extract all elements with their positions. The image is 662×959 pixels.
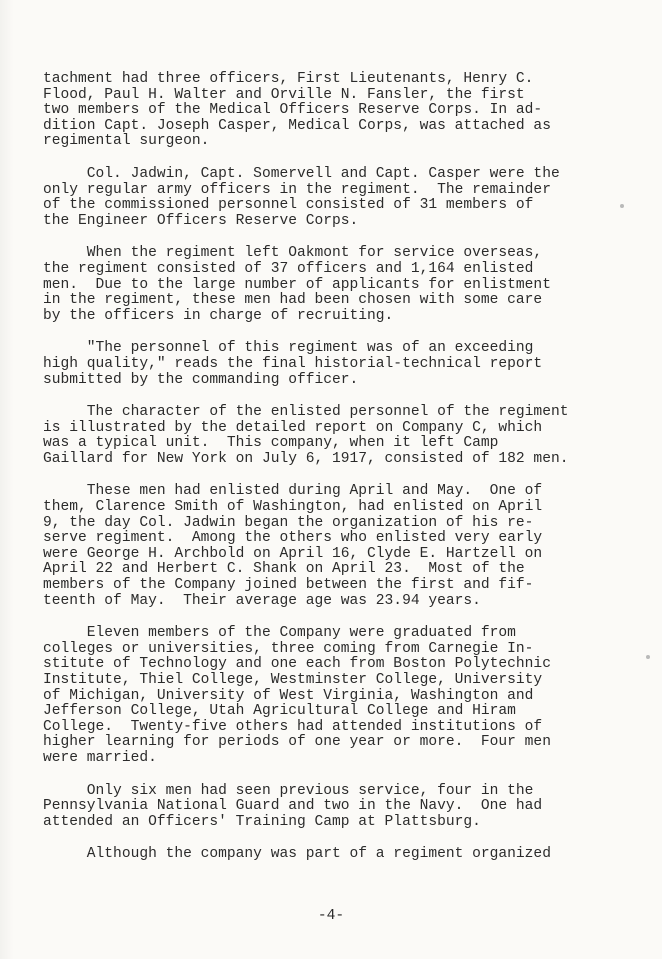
text-line: April 22 and Herbert C. Shank on April 23. Most of the	[43, 561, 525, 578]
text-line: was a typical unit. This company, when it left Camp	[43, 435, 499, 452]
text-line: 9, the day Col. Jadwin began the organization of his re-	[43, 514, 534, 531]
text-line: Eleven members of the Company were graduated from	[43, 625, 516, 642]
text-line: submitted by the commanding officer.	[43, 371, 359, 388]
paper-speck	[620, 204, 624, 208]
paragraph	[43, 626, 623, 766]
text-line: in the regiment, these men had been chosen with some care	[43, 292, 543, 309]
text-line: men. Due to the large number of applicants for enlistment	[43, 276, 551, 293]
text-line: attended an Officers' Training Camp at Plattsburg.	[43, 813, 481, 830]
text-line: teenth of May. Their average age was 23.94 years.	[43, 592, 481, 609]
text-line: Pennsylvania National Guard and two in the Navy. One had	[43, 798, 543, 815]
text-line: them, Clarence Smith of Washington, had enlisted on April	[43, 499, 543, 516]
text-line: tachment had three officers, First Lieutenants, Henry C.	[43, 71, 534, 87]
text-line: is illustrated by the detailed report on Company C, which	[43, 419, 543, 436]
paper-speck	[646, 655, 650, 659]
text-line: dition Capt. Joseph Casper, Medical Corps, was attached as	[43, 117, 551, 134]
paragraph	[43, 341, 623, 388]
text-line: members of the Company joined between the first and fif-	[43, 577, 534, 594]
text-line: were married.	[43, 749, 157, 766]
text-line: The character of the enlisted personnel of the regiment	[43, 404, 569, 421]
paragraph	[43, 246, 623, 324]
text-line: When the regiment left Oakmont for service overseas,	[43, 245, 543, 262]
text-line: colleges or universities, three coming from Carnegie In-	[43, 640, 534, 657]
text-line: Col. Jadwin, Capt. Somervell and Capt. Casper were the	[43, 165, 560, 182]
text-line: the regiment consisted of 37 officers and 1,164 enlisted	[43, 260, 534, 277]
text-line: Only six men had seen previous service, four in the	[43, 782, 534, 799]
text-line: two members of the Medical Officers Reserve Corps. In ad-	[43, 102, 543, 119]
text-line: "The personnel of this regiment was of an exceeding	[43, 340, 534, 357]
body-text	[43, 72, 623, 880]
text-line: high quality," reads the final historial-technical report	[43, 355, 543, 372]
paragraph	[43, 484, 623, 609]
paragraph	[43, 72, 623, 150]
text-line: Flood, Paul H. Walter and Orville N. Fansler, the first	[43, 86, 525, 103]
text-line: These men had enlisted during April and May. One of	[43, 483, 543, 500]
text-line: higher learning for periods of one year or more. Four men	[43, 734, 551, 751]
text-line: Jefferson College, Utah Agricultural College and Hiram	[43, 703, 516, 720]
text-line: only regular army officers in the regiment. The remainder	[43, 181, 551, 198]
text-line: by the officers in charge of recruiting.	[43, 307, 394, 324]
text-line: Gaillard for New York on July 6, 1917, consisted of 182 men.	[43, 450, 569, 467]
paragraph	[43, 405, 623, 467]
text-line: of Michigan, University of West Virginia, Washington and	[43, 687, 534, 704]
text-line: College. Twenty-five others had attended institutions of	[43, 718, 543, 735]
text-line: the Engineer Officers Reserve Corps.	[43, 212, 359, 229]
paragraph	[43, 167, 623, 229]
page-number: -4-	[317, 908, 345, 924]
text-line: serve regiment. Among the others who enlisted very early	[43, 530, 543, 547]
paragraph	[43, 784, 623, 831]
text-line: stitute of Technology and one each from Boston Polytechnic	[43, 656, 551, 673]
text-line: of the commissioned personnel consisted of 31 members of	[43, 197, 534, 214]
text-line: Institute, Thiel College, Westminster College, University	[43, 672, 543, 688]
paragraph	[43, 847, 623, 863]
text-line: were George H. Archbold on April 16, Clyde E. Hartzell on	[43, 545, 543, 562]
text-line: Although the company was part of a regiment organized	[43, 846, 551, 863]
text-line: regimental surgeon.	[43, 133, 210, 150]
